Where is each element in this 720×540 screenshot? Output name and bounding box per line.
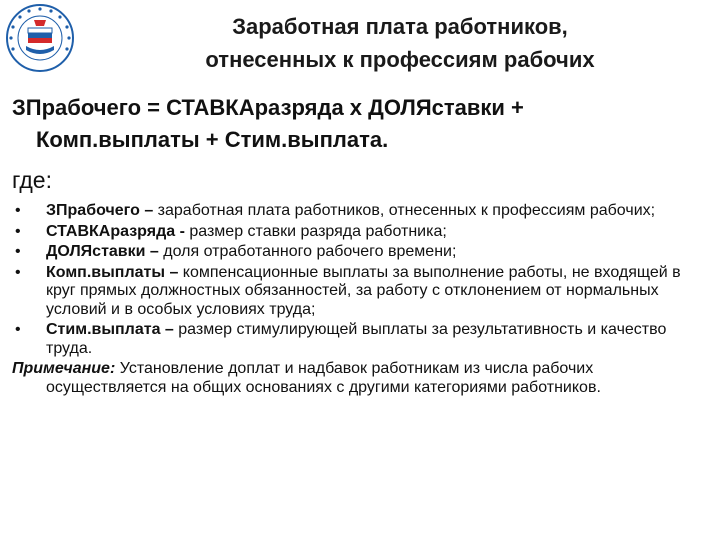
definition-separator: - [175,222,190,240]
definitions-list [12,202,712,358]
salary-formula [12,92,712,156]
definition-term: ЗПрабочего [46,202,140,219]
institute-emblem-icon [4,2,76,74]
definition-text: размер ставки разряда работника; [189,222,447,240]
formula-line-1: ЗПрабочего = СТАВКАразряда х ДОЛЯставки + [12,95,524,120]
definition-term: Комп.выплаты [46,263,165,281]
note-label: Примечание: [12,360,116,377]
bullet-icon: • [15,321,21,338]
definitions-block [12,202,712,397]
bullet-icon: • [15,243,21,260]
definition-separator: – [145,243,164,260]
title-line-1: Заработная плата работников, [232,14,568,39]
definition-text: размер стимулирующей выплаты за результативность и качество труда. [46,321,667,357]
definition-item [12,223,712,242]
bullet-icon: • [15,263,21,281]
definition-item [12,264,712,320]
definition-item [12,243,712,262]
note-paragraph [12,360,712,397]
definition-separator: – [165,263,183,281]
definition-term: СТАВКАразряда [46,222,176,240]
definition-text: заработная плата работников, отнесенных к профессиям рабочих; [157,202,656,219]
page-title [100,10,700,76]
definition-text: доля отработанного рабочего времени; [163,243,457,260]
formula-line-2: Комп.выплаты + Стим.выплата. [36,127,389,152]
note-text: Установление доплат и надбавок работникам из числа рабочих осуществляется на общих основаниях с другими категориями работников. [46,360,601,396]
definition-item [12,202,712,221]
bullet-icon: • [15,222,21,240]
definition-term: Стим.выплата [46,321,161,338]
bullet-icon: • [15,202,21,219]
definition-term: ДОЛЯставки [46,243,146,260]
definition-separator: – [160,321,179,338]
definition-separator: – [139,202,158,219]
where-label: где: [12,167,52,193]
definition-text: компенсационные выплаты за выполнение работы, не входящей в круг прямых должностных обязанностей, за работу с отклонением от нормальных условий и в особых условиях труда; [46,263,681,318]
title-line-2: отнесенных к профессиям рабочих [205,47,595,72]
definition-item [12,321,712,358]
